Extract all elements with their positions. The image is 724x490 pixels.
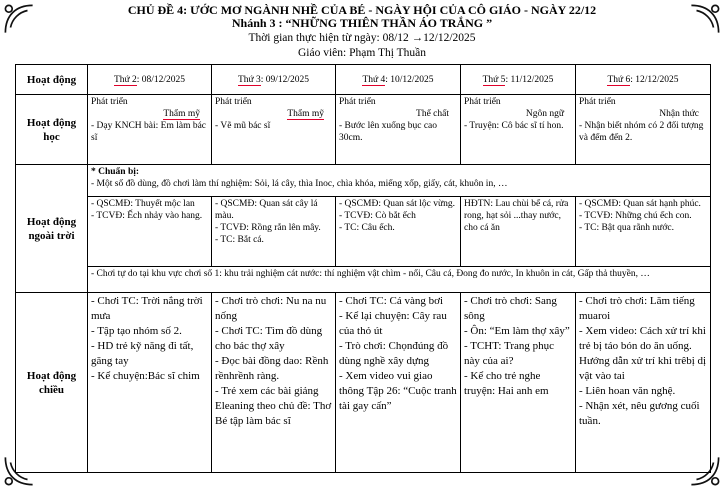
day-header-mon: Thứ 2: 08/12/2025 [88, 65, 212, 95]
hoc-cell-thu: Phát triển Ngôn ngữ - Truyện: Cô bác sĩ tí hon. [461, 95, 576, 165]
chieu-cell-tue: - Chơi trò chơi: Nu na nu nống - Chơi TC: Tìm đồ dùng cho bác thợ xây - Đọc bài đồng dao: Rềnh rềnhrềnh ràng. - Trẻ xem các bài giảng Eleaning theo chủ đề: Thơ Bé tập làm bác sĩ [212, 293, 336, 473]
chieu-cell-thu: - Chơi trò chơi: Sang sông - Ôn: “Em làm thợ xây” - TCHT: Trang phục này của ai? - Kể cho trẻ nghe truyện: Hai anh em [461, 293, 576, 473]
header-topic: CHỦ ĐỀ 4: ƯỚC MƠ NGÀNH NHỀ CỦA BÉ - NGÀY HỘI CỦA CÔ GIÁO - NGÀY 22/12 [127, 3, 597, 17]
chieu-cell-wed: - Chơi TC: Cá vàng bơi - Kể lại chuyện: Cây rau của thỏ út - Trò chơi: Chọnđúng đồ dùng nghề xây dựng - Xem video vui giao thông Tập 26: “Cuộc tranh tài gay cấn” [336, 293, 461, 473]
day-header-wed: Thứ 4: 10/12/2025 [336, 65, 461, 95]
ngoai-troi-cell-tue: - QSCMĐ: Quan sát cây lá màu. - TCVĐ: Rồng rắn lên mây. - TC: Bắt cá. [212, 197, 336, 267]
corner-ornament-icon [2, 2, 36, 36]
day-header-tue: Thứ 3: 09/12/2025 [212, 65, 336, 95]
weekly-plan-table [15, 64, 711, 473]
hoc-cell-mon: Phát triển Thẩm mỹ - Dạy KNCH bài: Em làm bác sĩ [88, 95, 212, 165]
ngoai-troi-cell-thu: HĐTN: Lau chùi bể cá, rửa rong, hạt sỏi ...thay nước, cho cá ăn [461, 197, 576, 267]
hoc-cell-fri: Phát triển Nhận thức - Nhận biết nhóm có 2 đối tượng và đếm đến 2. [576, 95, 711, 165]
row-label-ngoai-troi: Hoạt động ngoài trời [16, 165, 88, 293]
corner-ornament-icon [688, 2, 722, 36]
ngoai-troi-cell-mon: - QSCMĐ: Thuyết mộc lan - TCVĐ: Ếch nhảy vào hang. [88, 197, 212, 267]
free-play-cell: - Chơi tự do tại khu vực chơi số 1: khu trải nghiệm cát nước: thí nghiệm vật chìm - nổi, Câu cá, Đong đo nước, In khuôn in cát, Gấp thả thuyền, … [88, 267, 711, 293]
activity-header: Hoạt động [16, 65, 88, 95]
ngoai-troi-cell-wed: - QSCMĐ: Quan sát lộc vừng. - TCVĐ: Cò bắt ếch - TC: Câu ếch. [336, 197, 461, 267]
header-branch: Nhánh 3 : “NHỮNG THIÊN THẦN ÁO TRẮNG ” [231, 16, 493, 30]
prep-cell: * Chuẩn bị: - Một số đồ dùng, đồ chơi làm thí nghiệm: Sỏi, lá cây, thìa Inoc, chìa khóa, miếng xốp, giấy, cát, khuôn in, … [88, 165, 711, 197]
hoc-cell-tue: Phát triển Thẩm mỹ - Vẽ mũ bác sĩ [212, 95, 336, 165]
ngoai-troi-cell-fri: - QSCMĐ: Quan sát hạnh phúc. - TCVĐ: Những chú ếch con. - TC: Bật qua rãnh nước. [576, 197, 711, 267]
day-header-thu: Thứ 5: 11/12/2025 [461, 65, 576, 95]
day-header-fri: Thứ 6: 12/12/2025 [576, 65, 711, 95]
header-teacher: Giáo viên: Phạm Thị Thuần [298, 47, 426, 59]
chieu-cell-fri: - Chơi trò chơi: Lăm tiếng muaroi - Xem video: Cách xử trí khi trẻ bị táo bón do ăn uống. Hướng dẫn xử trí khi trêbị dị vật vào tai - Liên hoan văn nghệ. - Nhận xét, nêu gương cuối tuần. [576, 293, 711, 473]
chieu-cell-mon: - Chơi TC: Trời nắng trời mưa - Tập tạo nhóm số 2. - HD trẻ kỹ năng đi tất, găng tay - Kể chuyện:Bác sĩ chim [88, 293, 212, 473]
header-period: Thời gian thực hiện từ ngày: 08/12 →12/12/2025 [248, 32, 476, 44]
hoc-cell-wed: Phát triển Thể chất - Bước lên xuống bục cao 30cm. [336, 95, 461, 165]
row-label-chieu: Hoạt động chiều [16, 293, 88, 473]
row-label-hoc: Hoạt động học [16, 95, 88, 165]
